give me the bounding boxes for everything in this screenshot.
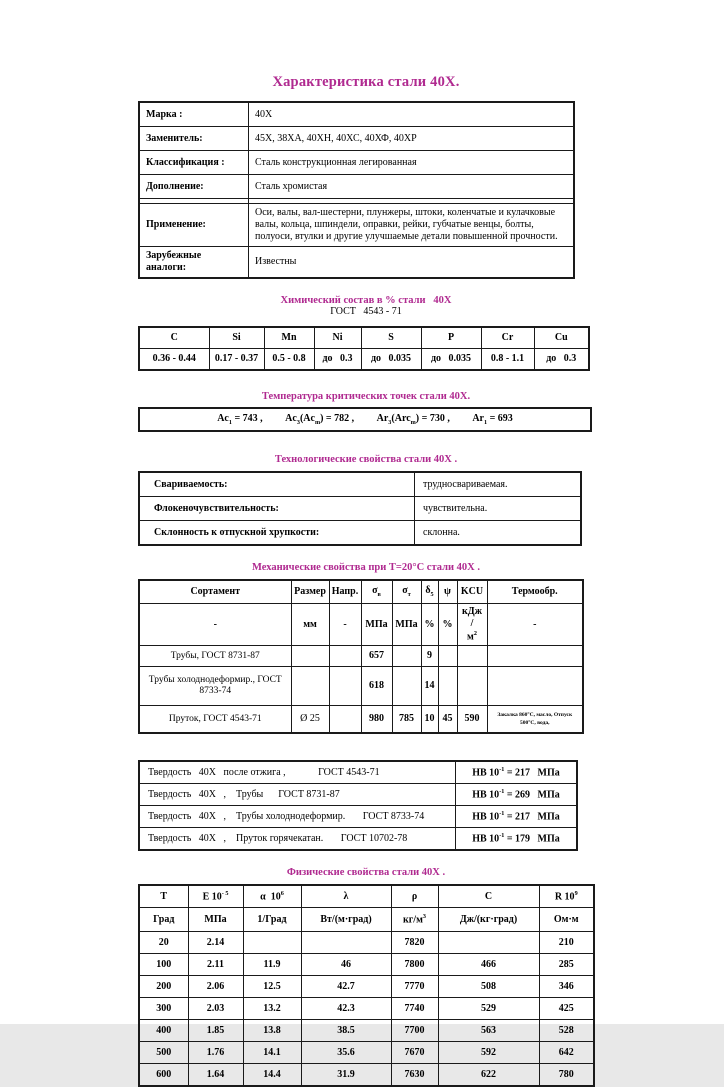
mech-unit-sortament: - [139, 604, 291, 646]
table-cell: 346 [539, 976, 594, 998]
mech-cell-size [291, 667, 329, 706]
chemical-composition-table [138, 326, 590, 371]
info-value-klassifikaciya: Сталь конструкционная легированная [249, 151, 575, 175]
table-row [139, 1064, 594, 1087]
table-cell: до 0.3 [534, 349, 589, 371]
chemical-gost-subtitle: ГОСТ 4543 - 71 [330, 306, 402, 317]
table-row [139, 472, 581, 497]
mech-unit-termoobr: - [487, 604, 583, 646]
mech-row-name: Трубы, ГОСТ 8731-87 [139, 646, 291, 667]
phys-unit-j: Дж/(кг·град) [438, 908, 539, 932]
mech-cell-termoobr [487, 667, 583, 706]
table-cell: 35.6 [301, 1042, 391, 1064]
table-cell: Ni [314, 327, 361, 349]
info-label-dopolnenie: Дополнение: [139, 175, 249, 199]
info-value-zamenitel: 45Х, 38ХА, 40ХН, 40ХС, 40ХФ, 40ХР [249, 127, 575, 151]
table-cell: 285 [539, 954, 594, 976]
info-value-marka: 40Х [249, 102, 575, 127]
phys-header-alpha: α $10^6$ [243, 885, 301, 908]
mech-unit-sigma-t: МПа [392, 604, 421, 646]
table-cell: Cr [481, 327, 534, 349]
table-cell: 200 [139, 976, 188, 998]
table-cell: 7820 [391, 932, 438, 954]
mech-header-termoobr: Термообр. [487, 580, 583, 604]
table-cell [243, 932, 301, 954]
mech-unit-sigma-b: МПа [361, 604, 392, 646]
mech-cell-psi [438, 646, 457, 667]
table-cell: 11.9 [243, 954, 301, 976]
table-cell: 1.85 [188, 1020, 243, 1042]
table-cell: Si [209, 327, 264, 349]
table-cell: 7770 [391, 976, 438, 998]
table-cell: 622 [438, 1064, 539, 1087]
table-cell: 38.5 [301, 1020, 391, 1042]
mech-data-row [139, 667, 583, 706]
phys-header-t: Т [139, 885, 188, 908]
table-cell: 1.64 [188, 1064, 243, 1087]
table-row [139, 204, 574, 247]
table-cell: 20 [139, 932, 188, 954]
mech-cell-size: Ø 25 [291, 706, 329, 734]
mech-cell-psi: 45 [438, 706, 457, 734]
chemical-section [138, 295, 594, 371]
chemical-section-title: Химический состав в % стали 40Х [280, 295, 452, 306]
mech-cell-napr [329, 646, 361, 667]
critical-point-ac1: $Ac_1 = 743$ , [217, 413, 263, 426]
table-cell: до 0.035 [361, 349, 421, 371]
tech-label-flokeny: Флокеночувствительность: [139, 497, 415, 521]
table-cell: 2.06 [188, 976, 243, 998]
mech-header-sortament: Сортамент [139, 580, 291, 604]
table-cell: Cu [534, 327, 589, 349]
mech-cell-sigma-b: 980 [361, 706, 392, 734]
mech-cell-kcu [457, 667, 487, 706]
table-cell: 508 [438, 976, 539, 998]
mech-header-sigma-t: $\sigma_т$ [392, 580, 421, 604]
mech-unit-delta5: % [421, 604, 438, 646]
table-row [139, 127, 574, 151]
table-row [139, 954, 594, 976]
table-row [139, 349, 589, 371]
table-cell: 7630 [391, 1064, 438, 1087]
table-cell: 42.3 [301, 998, 391, 1020]
info-label-analogi: Зарубежные аналоги: [139, 247, 249, 279]
mech-cell-termoobr [487, 646, 583, 667]
phys-header-rho: ρ [391, 885, 438, 908]
mech-units-row [139, 604, 583, 646]
table-cell: 529 [438, 998, 539, 1020]
table-cell: S [361, 327, 421, 349]
mech-cell-kcu [457, 646, 487, 667]
hardness-description: Твердость 40Х , Трубы холоднодеформир. ГОСТ 8733-74 [139, 806, 456, 828]
table-cell: 642 [539, 1042, 594, 1064]
mech-row-name: Пруток, ГОСТ 4543-71 [139, 706, 291, 734]
table-row [139, 175, 574, 199]
table-cell: 7740 [391, 998, 438, 1020]
table-cell: P [421, 327, 481, 349]
info-value-dopolnenie: Сталь хромистая [249, 175, 575, 199]
mech-unit-kcu: кДж / $м^2$ [457, 604, 487, 646]
hardness-value: НВ $10^{-1} = 179$ МПа [456, 828, 578, 851]
tech-label-hrupkost: Склонность к отпускной хрупкости: [139, 521, 415, 546]
hardness-description: Твердость 40Х , Трубы ГОСТ 8731-87 [139, 784, 456, 806]
mech-cell-size [291, 646, 329, 667]
mech-header-sigma-b: $\sigma_в$ [361, 580, 392, 604]
hardness-value: НВ $10^{-1} = 217$ МПа [456, 761, 578, 784]
table-cell: 14.1 [243, 1042, 301, 1064]
phys-header-row [139, 885, 594, 908]
mech-cell-sigma-t [392, 646, 421, 667]
phys-properties-table [138, 884, 595, 1087]
table-row [139, 976, 594, 998]
page-title: Характеристика стали 40Х. [272, 74, 460, 90]
table-row [139, 998, 594, 1020]
phys-header-e: Е $10^{- 5}$ [188, 885, 243, 908]
hardness-description: Твердость 40Х , Пруток горячекатан. ГОСТ 10702-78 [139, 828, 456, 851]
document-content [138, 0, 594, 1087]
info-value-analogi: Известны [249, 247, 575, 279]
table-cell: 400 [139, 1020, 188, 1042]
mech-header-razmer: Размер [291, 580, 329, 604]
mech-unit-psi: % [438, 604, 457, 646]
table-cell: 0.36 - 0.44 [139, 349, 209, 371]
critical-points-title: Температура критических точек стали 40Х. [261, 391, 471, 402]
mech-cell-sigma-t [392, 667, 421, 706]
table-cell: С [139, 327, 209, 349]
table-cell: 1.76 [188, 1042, 243, 1064]
table-cell: 600 [139, 1064, 188, 1087]
table-cell: 12.5 [243, 976, 301, 998]
mech-cell-kcu: 590 [457, 706, 487, 734]
critical-point-ac3: $Ac_3(Ac_m) = 782$ , [285, 413, 355, 426]
table-cell: до 0.035 [421, 349, 481, 371]
table-cell: 300 [139, 998, 188, 1020]
table-row [139, 497, 581, 521]
table-cell: 31.9 [301, 1064, 391, 1087]
mech-cell-delta5: 9 [421, 646, 438, 667]
mech-cell-sigma-b: 657 [361, 646, 392, 667]
table-cell: 46 [301, 954, 391, 976]
mech-data-row [139, 646, 583, 667]
tech-properties-title: Технологические свойства стали 40Х . [274, 454, 458, 465]
table-cell: Mn [264, 327, 314, 349]
table-row [139, 932, 594, 954]
table-cell: 7670 [391, 1042, 438, 1064]
mech-header-row [139, 580, 583, 604]
phys-header-c: С [438, 885, 539, 908]
table-cell: 2.11 [188, 954, 243, 976]
table-row [139, 1042, 594, 1064]
table-row [139, 151, 574, 175]
table-cell: 13.2 [243, 998, 301, 1020]
mech-unit-napr: - [329, 604, 361, 646]
info-label-marka: Марка : [139, 102, 249, 127]
table-cell: 563 [438, 1020, 539, 1042]
phys-unit-1grad: 1/Град [243, 908, 301, 932]
table-cell: 0.5 - 0.8 [264, 349, 314, 371]
critical-point-ar3: $Ar_3(Arc_m) = 730$ , [376, 413, 450, 426]
phys-units-row [139, 908, 594, 932]
table-cell: 2.03 [188, 998, 243, 1020]
phys-unit-wt: Вт/(м·град) [301, 908, 391, 932]
table-row [139, 521, 581, 546]
info-label-zamenitel: Заменитель: [139, 127, 249, 151]
table-cell: 0.8 - 1.1 [481, 349, 534, 371]
table-row [139, 102, 574, 127]
phys-unit-kgm3: $кг/м^3$ [391, 908, 438, 932]
table-cell: 592 [438, 1042, 539, 1064]
mech-cell-sigma-b: 618 [361, 667, 392, 706]
table-cell: 100 [139, 954, 188, 976]
critical-point-ar1: $Ar_1 = 693$ [472, 413, 513, 426]
hardness-description: Твердость 40Х после отжига , ГОСТ 4543-71 [139, 761, 456, 784]
table-cell: 528 [539, 1020, 594, 1042]
table-cell: 2.14 [188, 932, 243, 954]
mech-properties-table [138, 579, 584, 734]
table-cell: до 0.3 [314, 349, 361, 371]
table-cell [301, 932, 391, 954]
critical-points-box [138, 407, 592, 432]
table-cell: 7700 [391, 1020, 438, 1042]
tech-value-flokeny: чувствительна. [415, 497, 582, 521]
mech-cell-sigma-t: 785 [392, 706, 421, 734]
mech-cell-napr [329, 706, 361, 734]
mech-properties-title: Механические свойства при Т=20°С стали 40Х . [251, 562, 480, 573]
tech-value-svarivaemost: трудносвариваемая. [415, 472, 582, 497]
phys-unit-mpa: МПа [188, 908, 243, 932]
table-cell: 210 [539, 932, 594, 954]
info-label-klassifikaciya: Классификация : [139, 151, 249, 175]
table-cell: 425 [539, 998, 594, 1020]
table-cell: 466 [438, 954, 539, 976]
hardness-table [138, 760, 578, 851]
table-row [139, 247, 574, 279]
mech-data-row [139, 706, 583, 734]
hardness-value: НВ $10^{-1} = 217$ МПа [456, 806, 578, 828]
info-value-primenenie: Оси, валы, вал-шестерни, плунжеры, штоки, коленчатые и кулачковые валы, кольца, шпиндели, оправки, рейки, губчатые венцы, болты, полуоси, втулки и другие улучшаемые детали повышенной прочности. [249, 204, 575, 247]
table-row [139, 828, 577, 851]
phys-header-r: R $10^9$ [539, 885, 594, 908]
table-cell: 7800 [391, 954, 438, 976]
table-cell: 500 [139, 1042, 188, 1064]
table-row [139, 761, 577, 784]
mech-cell-delta5: 14 [421, 667, 438, 706]
table-row [139, 806, 577, 828]
mech-unit-razmer: мм [291, 604, 329, 646]
mech-header-napr: Напр. [329, 580, 361, 604]
mech-header-psi: ψ [438, 580, 457, 604]
mech-cell-termoobr: Закалка 860°С, масло, Отпуск 500°С, вода, [487, 706, 583, 734]
info-label-primenenie: Применение: [139, 204, 249, 247]
hardness-value: НВ $10^{-1} = 269$ МПа [456, 784, 578, 806]
phys-unit-ohm: Ом·м [539, 908, 594, 932]
table-cell [438, 932, 539, 954]
tech-value-hrupkost: склонна. [415, 521, 582, 546]
mech-header-kcu: KCU [457, 580, 487, 604]
table-row [139, 784, 577, 806]
phys-unit-grad: Град [139, 908, 188, 932]
mech-cell-delta5: 10 [421, 706, 438, 734]
tech-properties-table [138, 471, 582, 546]
mech-header-delta5: $\delta_5$ [421, 580, 438, 604]
table-cell: 42.7 [301, 976, 391, 998]
mech-cell-napr [329, 667, 361, 706]
phys-header-lambda: λ [301, 885, 391, 908]
table-row [139, 327, 589, 349]
phys-properties-title: Физические свойства стали 40Х . [286, 867, 446, 879]
table-row [139, 1020, 594, 1042]
tech-label-svarivaemost: Свариваемость: [139, 472, 415, 497]
mech-row-name: Трубы холоднодеформир., ГОСТ 8733-74 [139, 667, 291, 706]
table-cell: 0.17 - 0.37 [209, 349, 264, 371]
mech-cell-psi [438, 667, 457, 706]
table-cell: 780 [539, 1064, 594, 1087]
table-cell: 13.8 [243, 1020, 301, 1042]
general-info-table [138, 101, 575, 279]
table-cell: 14.4 [243, 1064, 301, 1087]
